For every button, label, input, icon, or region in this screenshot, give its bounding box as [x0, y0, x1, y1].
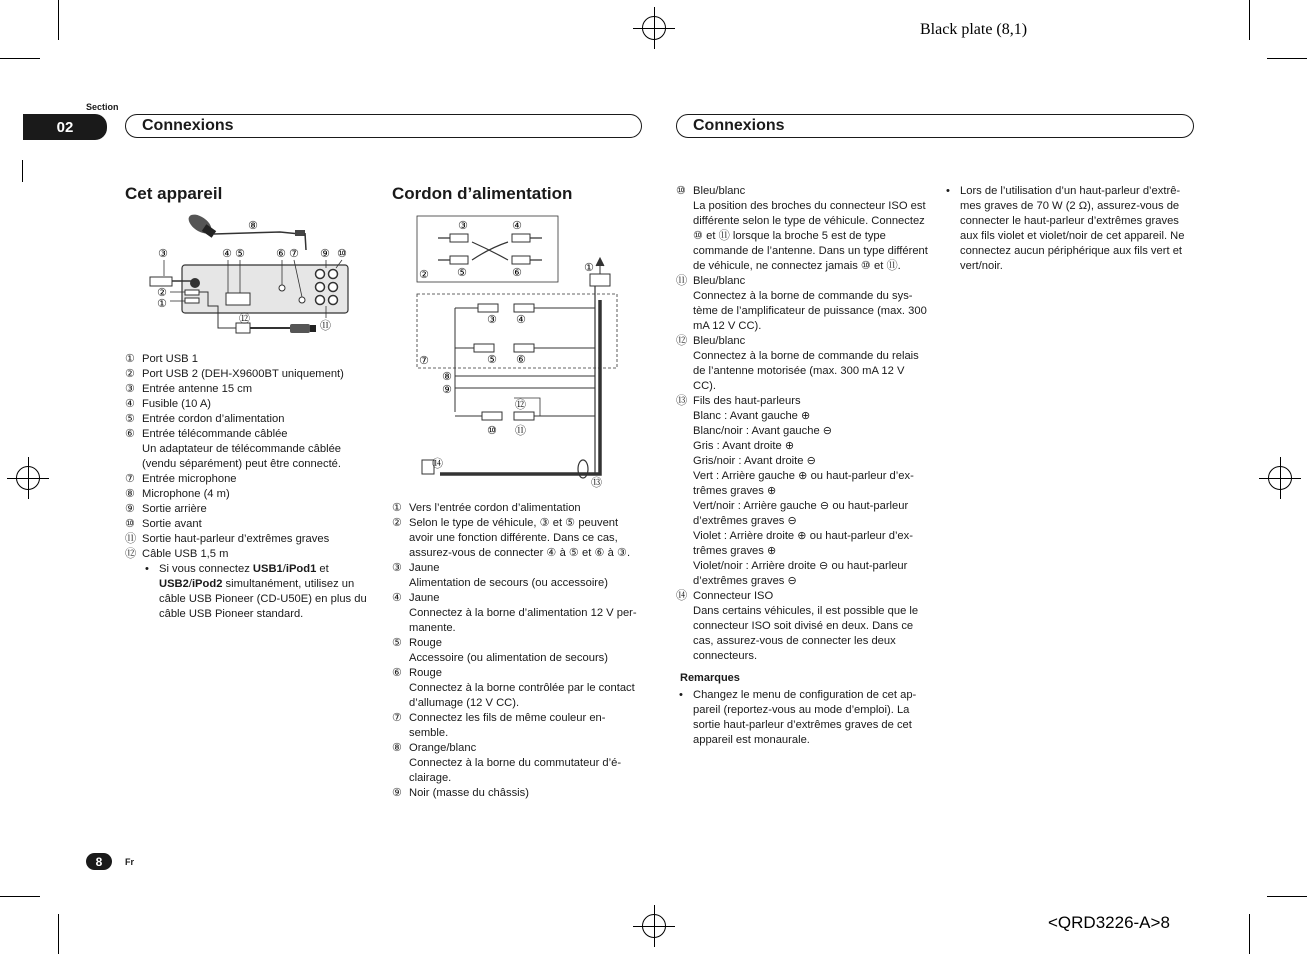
label-5: ⑤ [235, 247, 245, 260]
list-item: ⑤ Entrée cordon d’alimentation [125, 413, 285, 425]
label-10: ⑩ [487, 424, 497, 437]
label-14: ⑭ [432, 457, 443, 470]
usb-note: • Si vous connectez USB1/iPod1 et USB2/iPod2 simultanément, utilisez un câble USB Pioneer (CD-U50E) en plus du câble USB Pioneer standard. [142, 562, 375, 622]
label-5b: ⑤ [487, 353, 497, 366]
registration-mark [1268, 466, 1292, 490]
list-item: ⑬ Fils des haut-parleurs Blanc : Avant gauche ⊕ Blanc/noir : Avant gauche ⊖ Gris : Avant droite ⊕ Gris/noir : Avant droite ⊖ Vert : Arrière gauche ⊕ ou haut-parleur d’ex-trêmes graves ⊕ Vert/noir : Arrière gauche ⊖ ou haut-parleur d’extrêmes graves ⊖ Violet : Arrière droite ⊕ ou haut-parleur d’ex-trêmes graves ⊕ Violet/noir : Arrière droite ⊖ ou haut-parleur d’extrêmes graves ⊖ [676, 395, 914, 587]
list-item: ⑭ Connecteur ISO Dans certains véhicules, il est possible que le connecteur ISO soit divisé en deux. Dans ce cas, assurez-vous de connecter les deux connecteurs. [676, 590, 919, 662]
label-2: ② [419, 268, 429, 281]
col4 [943, 184, 1195, 274]
crop-mark [0, 896, 40, 897]
list-item: ⑪ Bleu/blanc Connectez à la borne de commande du sys-tème de l’amplificateur de puissance (max. 300 mA 12 V CC). [676, 275, 927, 332]
list-item: ⑩ Bleu/blanc La position des broches du connecteur ISO est différente selon le type de véhicule. Connectez ⑩ et ⑪ lorsque la broche 5 est de type commande de l’antenne. Dans un type différent de véhicule, ne connectez jamais ⑩ et ⑪. [676, 185, 928, 272]
list-item: ③ Jaune Alimentation de secours (ou accessoire) [392, 562, 608, 589]
list-item: ⑨ Sortie arrière [125, 503, 207, 515]
list-item: ⑫ Câble USB 1,5 m [125, 548, 229, 560]
list-item: ⑤ Rouge Accessoire (ou alimentation de secours) [392, 637, 608, 664]
label-9: ⑨ [442, 383, 452, 396]
section-label: Section [86, 102, 119, 112]
list-item: ⑦ Entrée microphone [125, 473, 237, 485]
list-item: ⑧ Microphone (4 m) [125, 488, 230, 500]
list-item: ② Selon le type de véhicule, ③ et ⑤ peuvent avoir une fonction différente. Dans ce cas, assurez-vous de connecter ④ à ⑤ et ⑥ à ③. [392, 517, 631, 559]
label-7: ⑦ [289, 247, 299, 260]
list-item: ⑩ Sortie avant [125, 518, 202, 530]
list-item: ① Vers l’entrée cordon d’alimentation [392, 502, 581, 514]
list-item: ① Port USB 1 [125, 353, 198, 365]
label-6: ⑥ [512, 266, 522, 279]
col3-list [676, 184, 929, 748]
label-6: ⑥ [276, 247, 286, 260]
crop-mark [58, 914, 59, 954]
crop-mark [58, 0, 59, 40]
list-item: ④ Jaune Connectez à la borne d’alimentation 12 V per-manente. [392, 592, 637, 634]
label-6b: ⑥ [516, 353, 526, 366]
label-2: ② [157, 286, 167, 299]
label-13: ⑬ [591, 476, 602, 489]
label-11: ⑪ [515, 424, 526, 437]
unit-rear-diagram [140, 210, 365, 345]
crop-mark [1267, 896, 1307, 897]
label-5: ⑤ [457, 266, 467, 279]
title-cet-appareil: Cet appareil [125, 184, 223, 203]
note: • Changez le menu de configuration de cet ap-pareil (reportez-vous au mode d’emploi). La sortie haut-parleur d’extrêmes graves de cet appareil est monaurale. [676, 688, 929, 748]
registration-mark [642, 914, 666, 938]
label-1: ① [584, 261, 594, 274]
label-3: ③ [458, 219, 468, 232]
crop-mark [22, 160, 23, 182]
label-3b: ③ [487, 313, 497, 326]
header-bar-left: Connexions [125, 114, 642, 138]
crop-mark [1249, 914, 1250, 954]
list-item: ⑧ Orange/blanc Connectez à la borne du commutateur d’é-clairage. [392, 742, 622, 784]
crop-mark [1249, 0, 1250, 40]
col2-list [392, 501, 644, 801]
label-12: ⑫ [239, 312, 250, 325]
label-3: ③ [158, 247, 168, 260]
crop-mark [1267, 58, 1307, 59]
list-item: ⑫ Bleu/blanc Connectez à la borne de commande du relais de l’antenne motorisée (max. 300 mA 12 V CC). [676, 335, 919, 392]
page-number: 8 [86, 853, 112, 870]
registration-mark [16, 466, 40, 490]
label-8: ⑧ [442, 370, 452, 383]
subwoofer-note: • Lors de l’utilisation d’un haut-parleur d’extrê-mes graves de 70 W (2 Ω), assurez-vous de connecter le haut-parleur d’extrêmes graves aux fils violet et violet/noir de cet appareil. Ne connectez aucun périphérique aux fils vert et vert/noir. [943, 184, 1195, 274]
label-4: ④ [512, 219, 522, 232]
label-12: ⑫ [515, 398, 526, 411]
language-label: Fr [125, 857, 134, 867]
power-cord-diagram [410, 212, 630, 492]
label-7: ⑦ [419, 354, 429, 367]
section-number: 02 [23, 114, 107, 140]
list-item: ⑦ Connectez les fils de même couleur en-semble. [392, 712, 606, 739]
label-4: ④ [222, 247, 232, 260]
registration-mark [642, 16, 666, 40]
header-bar-right: Connexions [676, 114, 1194, 138]
list-item: ⑥ Rouge Connectez à la borne contrôlée par le contact d’allumage (12 V CC). [392, 667, 635, 709]
list-item: ④ Fusible (10 A) [125, 398, 212, 410]
label-8: ⑧ [248, 219, 258, 232]
label-10: ⑩ [337, 247, 347, 260]
document-code: <QRD3226-A>8 [1048, 913, 1170, 932]
microphone-icon [185, 211, 306, 250]
label-9: ⑨ [320, 247, 330, 260]
crop-mark [0, 58, 40, 59]
notes-title: Remarques [680, 672, 740, 684]
label-1: ① [157, 297, 167, 310]
plate-label: Black plate (8,1) [920, 21, 1028, 38]
list-item: ⑨ Noir (masse du châssis) [392, 787, 529, 799]
list-item: ⑪ Sortie haut-parleur d’extrêmes graves [125, 533, 330, 545]
col1-list [125, 352, 375, 622]
list-item: ③ Entrée antenne 15 cm [125, 383, 253, 395]
title-cordon-alimentation: Cordon d’alimentation [392, 184, 573, 203]
list-item: ② Port USB 2 (DEH-X9600BT uniquement) [125, 368, 344, 380]
list-item: ⑥ Entrée télécommande câblée Un adaptateur de télécommande câblée (vendu séparément) peut être connecté. [125, 428, 342, 470]
label-4b: ④ [516, 313, 526, 326]
label-11: ⑪ [320, 319, 331, 332]
